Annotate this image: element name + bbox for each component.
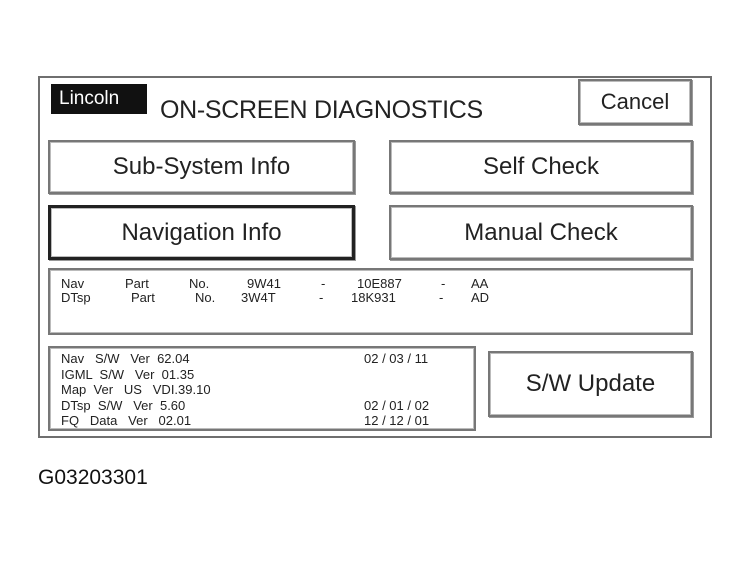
version-label: FQ Data Ver 02.01 bbox=[61, 413, 192, 428]
version-date: 02 / 03 / 11 bbox=[364, 351, 429, 366]
figure-caption: G03203301 bbox=[38, 466, 148, 489]
part-prefix: 9W41 bbox=[247, 276, 281, 291]
software-versions-panel bbox=[48, 346, 476, 431]
part-system: DTsp bbox=[61, 290, 91, 305]
version-date: 12 / 12 / 01 bbox=[364, 413, 430, 428]
page-title: ON-SCREEN DIAGNOSTICS bbox=[160, 96, 483, 124]
part-dash: - bbox=[439, 290, 444, 305]
manual-check-button[interactable]: Manual Check bbox=[389, 205, 693, 260]
part-no-label: No. bbox=[189, 276, 210, 291]
part-system: Nav bbox=[61, 276, 85, 291]
part-prefix: 3W4T bbox=[241, 290, 276, 305]
part-dash: - bbox=[321, 276, 326, 291]
sub-system-info-button[interactable]: Sub-System Info bbox=[48, 140, 355, 194]
version-date: 02 / 01 / 02 bbox=[364, 398, 430, 413]
part-base: 10E887 bbox=[357, 276, 402, 291]
part-numbers-panel bbox=[48, 268, 693, 335]
version-label: DTsp S/W Ver 5.60 bbox=[61, 398, 186, 413]
part-no-label: No. bbox=[195, 290, 216, 305]
cancel-button[interactable]: Cancel bbox=[578, 79, 692, 125]
part-label: Part bbox=[125, 276, 149, 291]
version-label: IGML S/W Ver 01.35 bbox=[61, 367, 195, 382]
navigation-info-button[interactable]: Navigation Info bbox=[48, 205, 355, 260]
self-check-button[interactable]: Self Check bbox=[389, 140, 693, 194]
part-label: Part bbox=[131, 290, 155, 305]
part-suffix: AA bbox=[471, 276, 489, 291]
version-label: Nav S/W Ver 62.04 bbox=[61, 351, 190, 366]
part-suffix: AD bbox=[471, 290, 490, 305]
part-dash: - bbox=[319, 290, 324, 305]
part-base: 18K931 bbox=[351, 290, 396, 305]
part-dash: - bbox=[441, 276, 446, 291]
sw-update-button[interactable]: S/W Update bbox=[488, 351, 693, 417]
version-label: Map Ver US VDI.39.10 bbox=[61, 382, 211, 397]
brand-label: Lincoln bbox=[51, 84, 147, 114]
